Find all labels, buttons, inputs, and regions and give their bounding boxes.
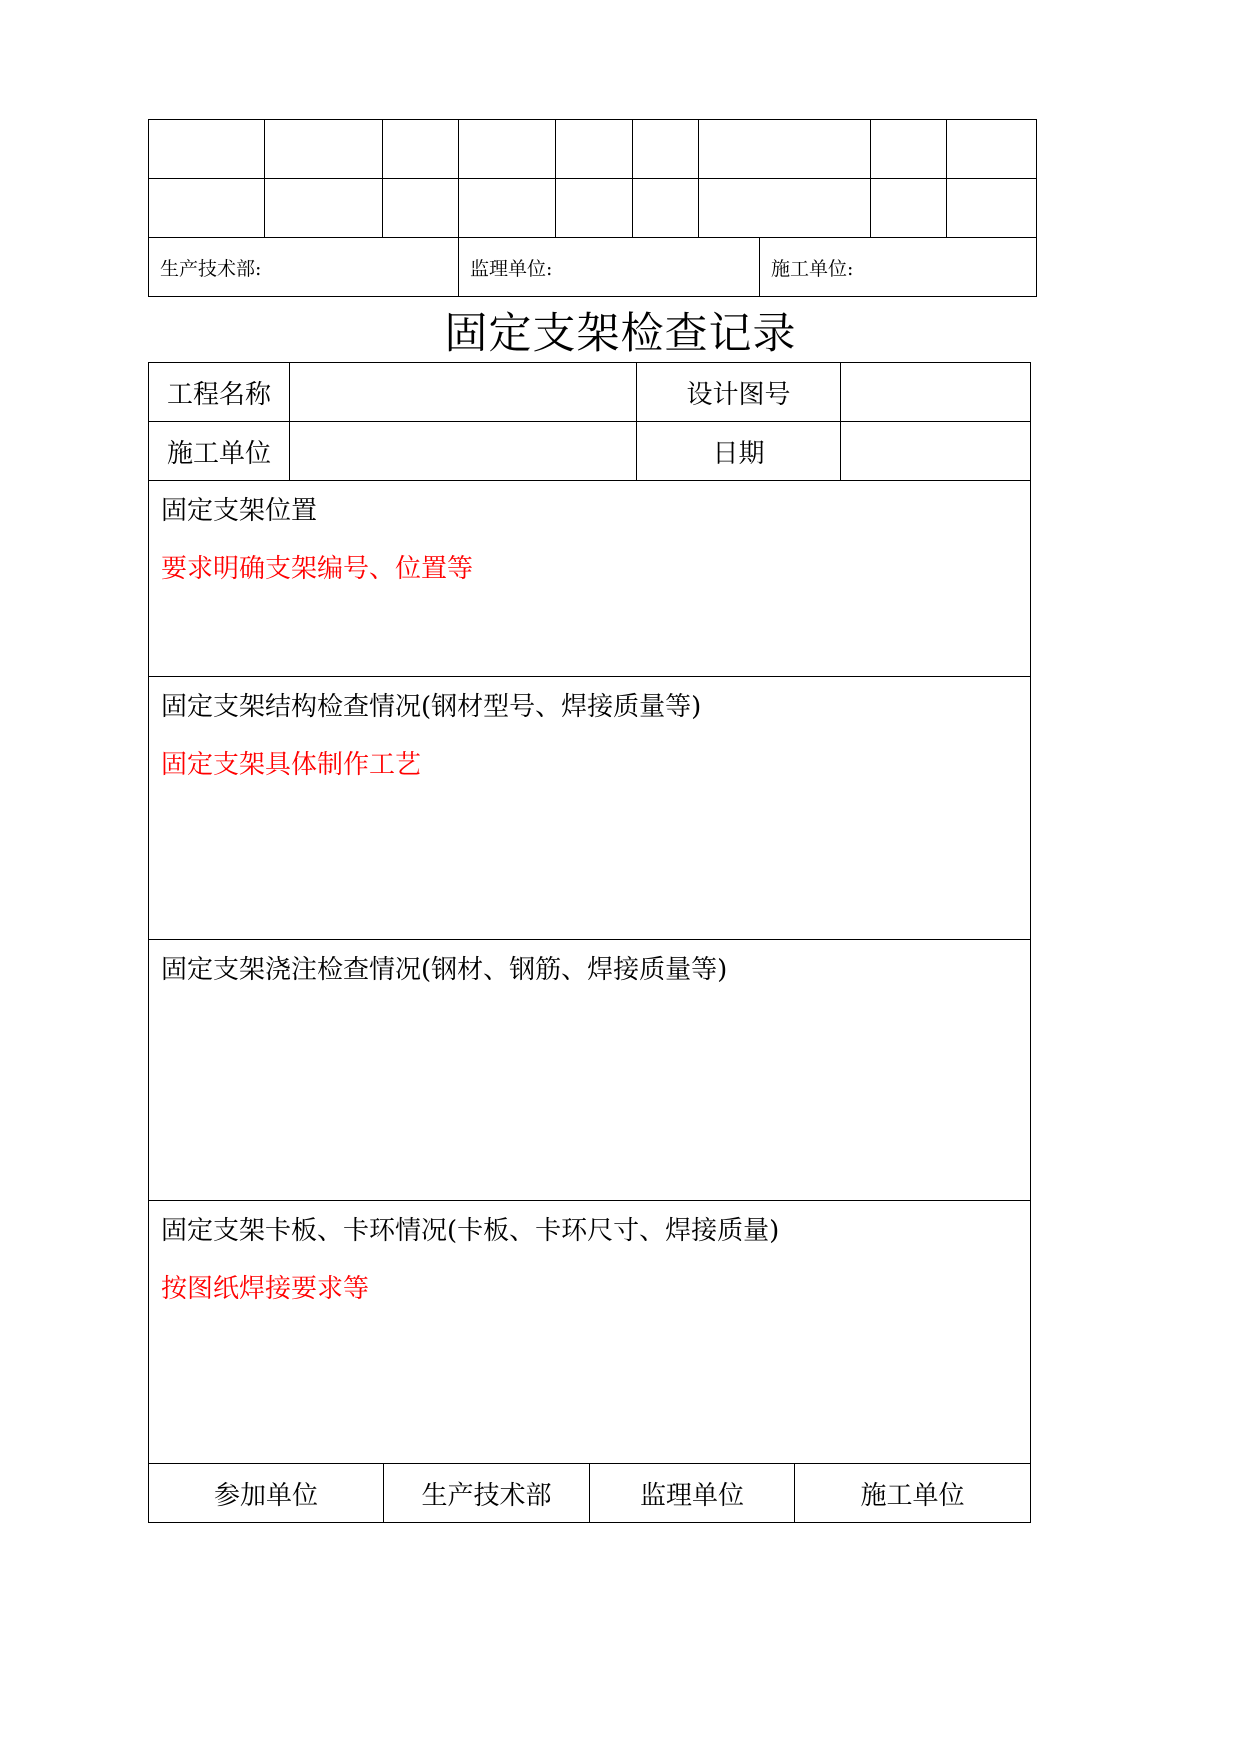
blank-cell[interactable]	[871, 120, 947, 179]
construction-unit-field[interactable]	[290, 422, 637, 481]
construction-unit-cell[interactable]: 施工单位	[795, 1464, 1031, 1523]
blank-cell[interactable]	[265, 120, 383, 179]
blank-cell[interactable]	[149, 179, 265, 238]
blank-cell[interactable]	[149, 120, 265, 179]
participants-row	[149, 1464, 1031, 1523]
blank-cell[interactable]	[633, 120, 699, 179]
date-field[interactable]	[841, 422, 1031, 481]
section-title: 固定支架结构检查情况(钢材型号、焊接质量等)	[161, 692, 702, 722]
form-header-row	[149, 363, 1031, 422]
blank-cell[interactable]	[871, 179, 947, 238]
supervision-unit-cell[interactable]: 监理单位	[590, 1464, 795, 1523]
blank-cell[interactable]	[556, 120, 633, 179]
section-row	[149, 677, 1031, 940]
production-dept-cell[interactable]: 生产技术部	[384, 1464, 590, 1523]
date-label: 日期	[637, 422, 841, 481]
production-dept-signoff[interactable]: 生产技术部:	[149, 238, 459, 297]
supervision-unit-signoff[interactable]: 监理单位:	[459, 238, 760, 297]
section-note: 要求明确支架编号、位置等	[161, 554, 474, 584]
section-title: 固定支架位置	[161, 496, 318, 526]
section-title: 固定支架卡板、卡环情况(卡板、卡环尺寸、焊接质量)	[161, 1216, 780, 1246]
section-row	[149, 1201, 1031, 1464]
blank-grid-row	[149, 120, 1037, 179]
construction-unit-label: 施工单位	[149, 422, 290, 481]
blank-cell[interactable]	[633, 179, 699, 238]
blank-cell[interactable]	[699, 179, 871, 238]
section-title: 固定支架浇注检查情况(钢材、钢筋、焊接质量等)	[161, 955, 728, 985]
clamp-check-section[interactable]	[149, 1201, 1031, 1464]
section-note: 固定支架具体制作工艺	[161, 750, 422, 780]
drawing-no-field[interactable]	[841, 363, 1031, 422]
participants-label: 参加单位	[149, 1464, 384, 1523]
blank-cell[interactable]	[699, 120, 871, 179]
signoff-row	[149, 238, 1037, 297]
blank-cell[interactable]	[947, 120, 1037, 179]
section-row	[149, 481, 1031, 677]
project-name-label: 工程名称	[149, 363, 290, 422]
blank-cell[interactable]	[383, 179, 459, 238]
section-row	[149, 940, 1031, 1201]
blank-cell[interactable]	[265, 179, 383, 238]
blank-cell[interactable]	[383, 120, 459, 179]
drawing-no-label: 设计图号	[637, 363, 841, 422]
blank-cell[interactable]	[556, 179, 633, 238]
blank-cell[interactable]	[947, 179, 1037, 238]
inspection-form	[148, 362, 1031, 1523]
construction-unit-signoff[interactable]: 施工单位:	[760, 238, 1037, 297]
top-signoff-grid	[148, 119, 1037, 297]
section-note: 按图纸焊接要求等	[161, 1274, 370, 1304]
structure-check-section[interactable]	[149, 677, 1031, 940]
blank-cell[interactable]	[459, 120, 556, 179]
page-title: 固定支架检查记录	[444, 309, 797, 359]
project-name-field[interactable]	[290, 363, 637, 422]
blank-cell[interactable]	[459, 179, 556, 238]
blank-grid-row	[149, 179, 1037, 238]
form-header-row	[149, 422, 1031, 481]
position-section[interactable]	[149, 481, 1031, 677]
pouring-check-section[interactable]	[149, 940, 1031, 1201]
